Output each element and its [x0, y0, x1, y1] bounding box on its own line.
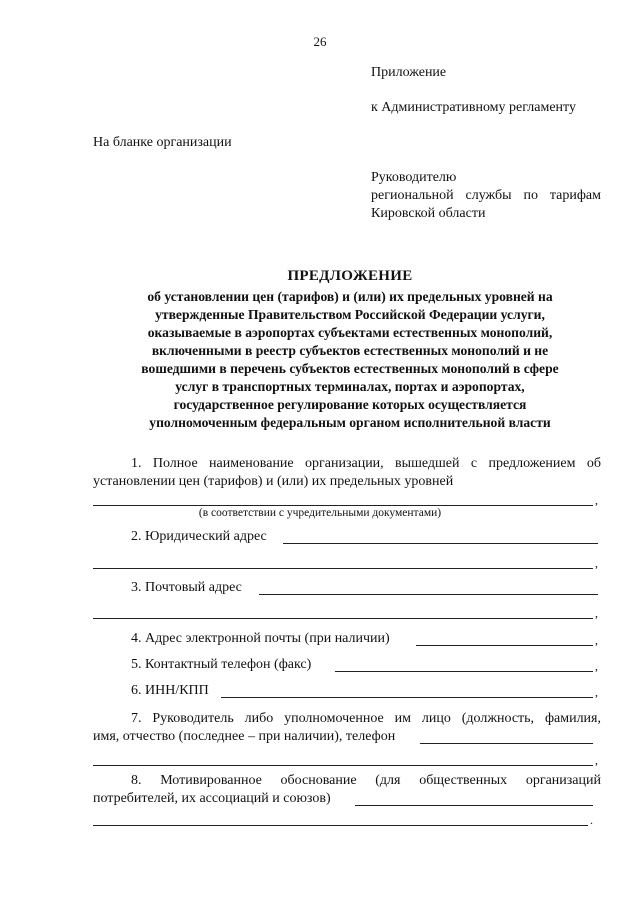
item-7-text-cont: имя, отчество (последнее – при наличии), телефон: [93, 729, 396, 744]
item-6-label: 6. ИНН/КПП: [131, 683, 209, 698]
field-period: .: [590, 813, 593, 827]
field-comma: ,: [595, 493, 598, 507]
appendix-label: Приложение: [371, 65, 447, 80]
item-3-field-cont[interactable]: [93, 618, 593, 619]
document-title: ПРЕДЛОЖЕНИЕ: [287, 268, 413, 284]
item-5-label: 5. Контактный телефон (факс): [131, 657, 312, 672]
item-8-field[interactable]: [355, 805, 593, 806]
subtitle-line: вошедшими в перечень субъектов естественных монополий в сфере: [141, 361, 559, 376]
subtitle-line: государственное регулирование которых осуществляется: [173, 397, 527, 412]
addressee-line-2: региональной службы по тарифам: [371, 188, 601, 203]
page-number: 26: [313, 34, 327, 49]
item-8-field-cont[interactable]: [93, 825, 588, 826]
item-2-field[interactable]: [283, 543, 598, 544]
item-5-field[interactable]: [335, 671, 593, 672]
field-comma: ,: [595, 606, 598, 620]
item-4-label: 4. Адрес электронной почты (при наличии): [131, 631, 390, 646]
field-comma: ,: [595, 685, 598, 699]
item-4-field[interactable]: [416, 645, 593, 646]
item-2-field-cont[interactable]: [93, 568, 593, 569]
item-1-text-cont: установлении цен (тарифов) и (или) их предельных уровней: [93, 474, 454, 489]
subtitle-line: оказываемые в аэропортах субъектами естественных монополий,: [147, 325, 553, 340]
addressee-line-1: Руководителю: [371, 170, 457, 185]
letterhead-note: На бланке организации: [93, 135, 232, 150]
subtitle-line: об установлении цен (тарифов) и (или) их предельных уровней на: [147, 289, 553, 304]
field-comma: ,: [595, 753, 598, 767]
appendix-reference: к Административному регламенту: [371, 100, 576, 115]
item-7-field[interactable]: [420, 743, 593, 744]
subtitle-line: включенными в реестр субъектов естественных монополий и не: [151, 343, 549, 358]
item-8-text-cont: потребителей, их ассоциаций и союзов): [93, 791, 331, 806]
item-7-field-cont[interactable]: [93, 765, 593, 766]
item-3-label: 3. Почтовый адрес: [131, 580, 242, 595]
field-comma: ,: [595, 633, 598, 647]
addressee-line-3: Кировской области: [371, 206, 486, 221]
item-7-text: 7. Руководитель либо уполномоченное им лицо (должность, фамилия,: [131, 711, 601, 726]
subtitle-line: уполномоченным федеральным органом исполнительной власти: [149, 415, 551, 430]
item-8-text: 8. Мотивированное обоснование (для общественных организаций: [131, 773, 601, 788]
item-2-label: 2. Юридический адрес: [131, 529, 267, 544]
item-1-field[interactable]: [93, 505, 593, 506]
item-1-text: 1. Полное наименование организации, вышедшей с предложением об: [131, 456, 601, 471]
subtitle-line: утвержденные Правительством Российской Федерации услуги,: [155, 307, 545, 322]
item-3-field[interactable]: [259, 594, 598, 595]
item-6-field[interactable]: [221, 697, 593, 698]
item-1-hint: (в соответствии с учредительными документами): [198, 507, 442, 519]
field-comma: ,: [595, 659, 598, 673]
subtitle-line: услуг в транспортных терминалах, портах и аэропортах,: [175, 379, 525, 394]
field-comma: ,: [595, 556, 598, 570]
